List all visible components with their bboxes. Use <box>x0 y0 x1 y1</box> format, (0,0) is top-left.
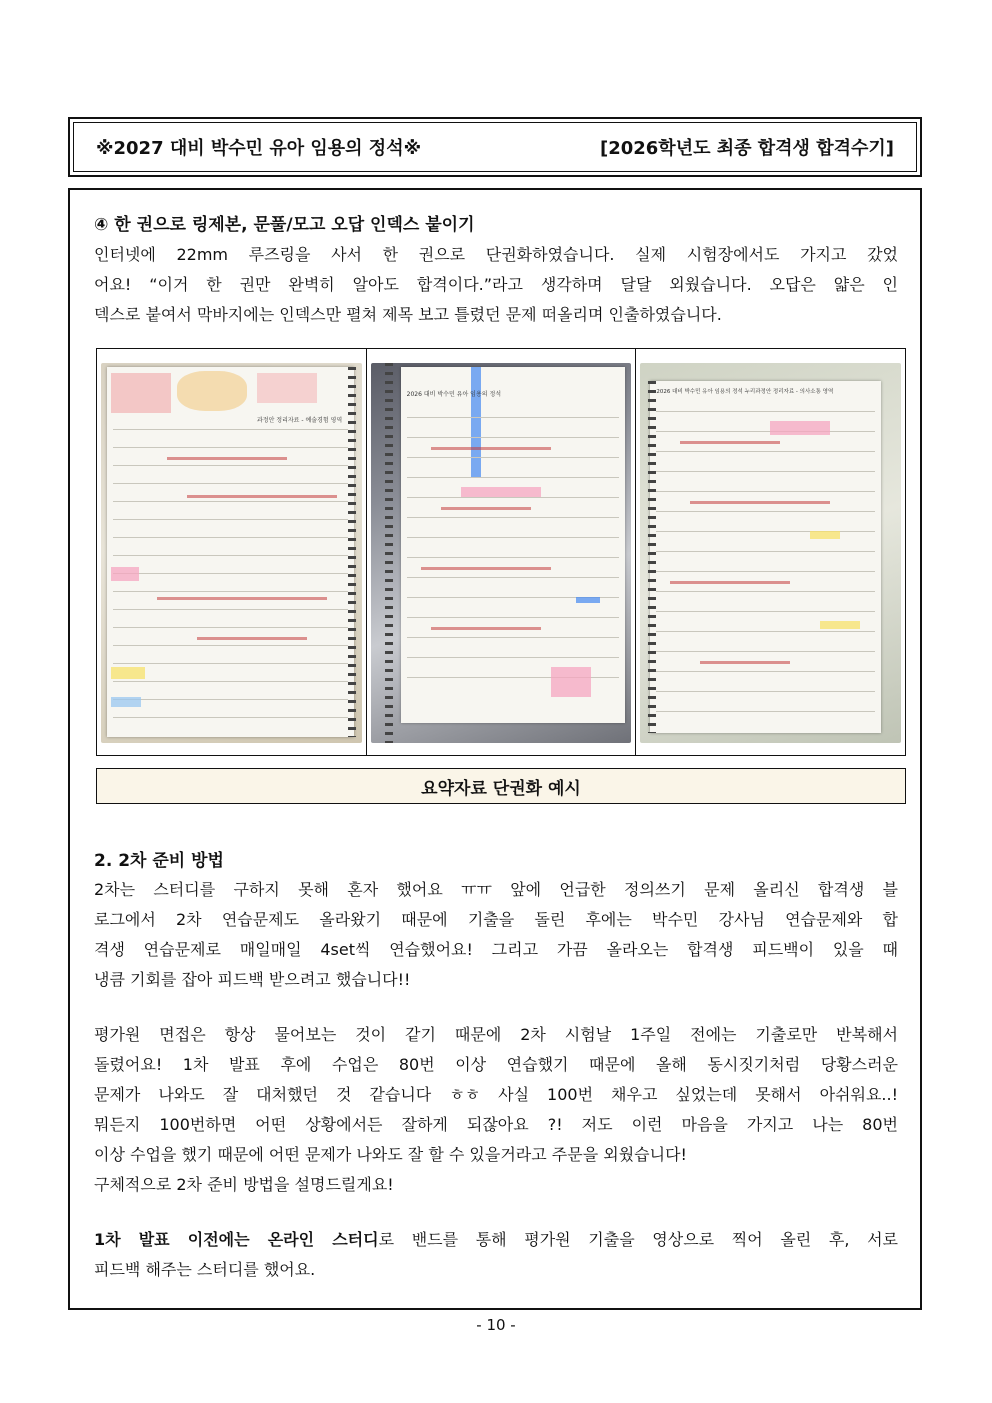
photo-3-header: 2026 대비 박수민 유아 임용의 정석 누리과정안 정리자료 - 의사소통 영역 <box>656 389 834 395</box>
summary-photo-3 <box>640 363 901 743</box>
photo-1-header: 과정안 정리자료 - 예술경험 영역 <box>257 417 343 424</box>
section2-p2-line: 구체적으로 2차 준비 방법을 설명드릴게요! <box>94 1175 394 1194</box>
section4-line: 인터넷에 22mm 루즈링을 사서 한 권으로 단권화하였습니다. 실제 시험장에서도 가지고 갔었 <box>94 245 898 264</box>
section2-paragraph-3 <box>94 1225 898 1285</box>
section2-p2-line: 돌렸어요! 1차 발표 후에 수업은 80번 이상 연습했기 때문에 올해 동시짓기처럼 당황스러운 <box>94 1055 898 1074</box>
photo-cell <box>97 349 367 755</box>
photo-caption: 요약자료 단권화 예시 <box>96 768 906 804</box>
section2-paragraph-1 <box>94 875 898 995</box>
photo-2-header: 2026 대비 박수민 유아 임용의 정석 <box>406 391 502 398</box>
photo-table <box>96 348 906 756</box>
summary-photo-1 <box>101 363 362 743</box>
section4-paragraph <box>94 240 898 330</box>
section2-title: 2. 2차 준비 방법 <box>94 851 224 871</box>
section2-p3-bold: 1차 발표 이전에는 온라인 스터디 <box>94 1230 379 1249</box>
section2-p3-rest: 로 밴드를 통해 평가원 기출을 영상으로 찍어 올린 후, 서로 <box>378 1230 898 1249</box>
section4-title: ④ 한 권으로 링제본, 문풀/모고 오답 인덱스 붙이기 <box>94 215 475 235</box>
section2-p1-line: 2차는 스터디를 구하지 못해 혼자 했어요 ㅠㅠ 앞에 언급한 정의쓰기 문제 올리신 합격생 블 <box>94 880 898 899</box>
section4-line: 어요! “이거 한 권만 완벽히 알아도 합격이다.”라고 생각하며 달달 외웠습니다. 오답은 얇은 인 <box>94 275 898 294</box>
header-left-title: ※2027 대비 박수민 유아 임용의 정석※ <box>96 138 422 159</box>
section4-line: 덱스로 붙여서 막바지에는 인덱스만 펼쳐 제목 보고 틀렸던 문제 떠올리며 인출하였습니다. <box>94 305 722 324</box>
section2-p2-line: 이상 수업을 했기 때문에 어떤 문제가 나와도 잘 할 수 있을거라고 주문을 외웠습니다! <box>94 1145 687 1164</box>
section2-p2-line: 문제가 나와도 잘 대처했던 것 같습니다 ㅎㅎ 사실 100번 채우고 싶었는데 못해서 아쉬워요..! <box>94 1085 898 1104</box>
section2-p3-line <box>94 1225 898 1255</box>
section2-p1-line: 격생 연습문제로 매일매일 4set씩 연습했어요! 그리고 가끔 올라오는 합격생 피드백이 있을 때 <box>94 940 898 959</box>
section2-p1-line: 냉큼 기회를 잡아 피드백 받으려고 했습니다!! <box>94 970 411 989</box>
header-inner <box>73 122 917 172</box>
section2-p3-line: 피드백 해주는 스터디를 했어요. <box>94 1260 316 1279</box>
header-box <box>68 117 922 177</box>
summary-photo-2 <box>371 363 632 743</box>
section2-paragraph-2 <box>94 1020 898 1200</box>
photo-cell <box>636 349 905 755</box>
photo-cell <box>367 349 637 755</box>
content-box <box>68 188 922 1310</box>
section2-p1-line: 로그에서 2차 연습문제도 올라왔기 때문에 기출을 돌린 후에는 박수민 강사님 연습문제와 합 <box>94 910 898 929</box>
section2-p2-line: 평가원 면접은 항상 물어보는 것이 같기 때문에 2차 시험날 1주일 전에는 기출로만 반복해서 <box>94 1025 898 1044</box>
section2-p2-line: 뭐든지 100번하면 어떤 상황에서든 잘하게 되잖아요 ?! 저도 이런 마음을 가지고 나는 80번 <box>94 1115 898 1134</box>
header-right-title: [2026학년도 최종 합격생 합격수기] <box>599 138 894 159</box>
page-number: - 10 - <box>476 1316 516 1334</box>
